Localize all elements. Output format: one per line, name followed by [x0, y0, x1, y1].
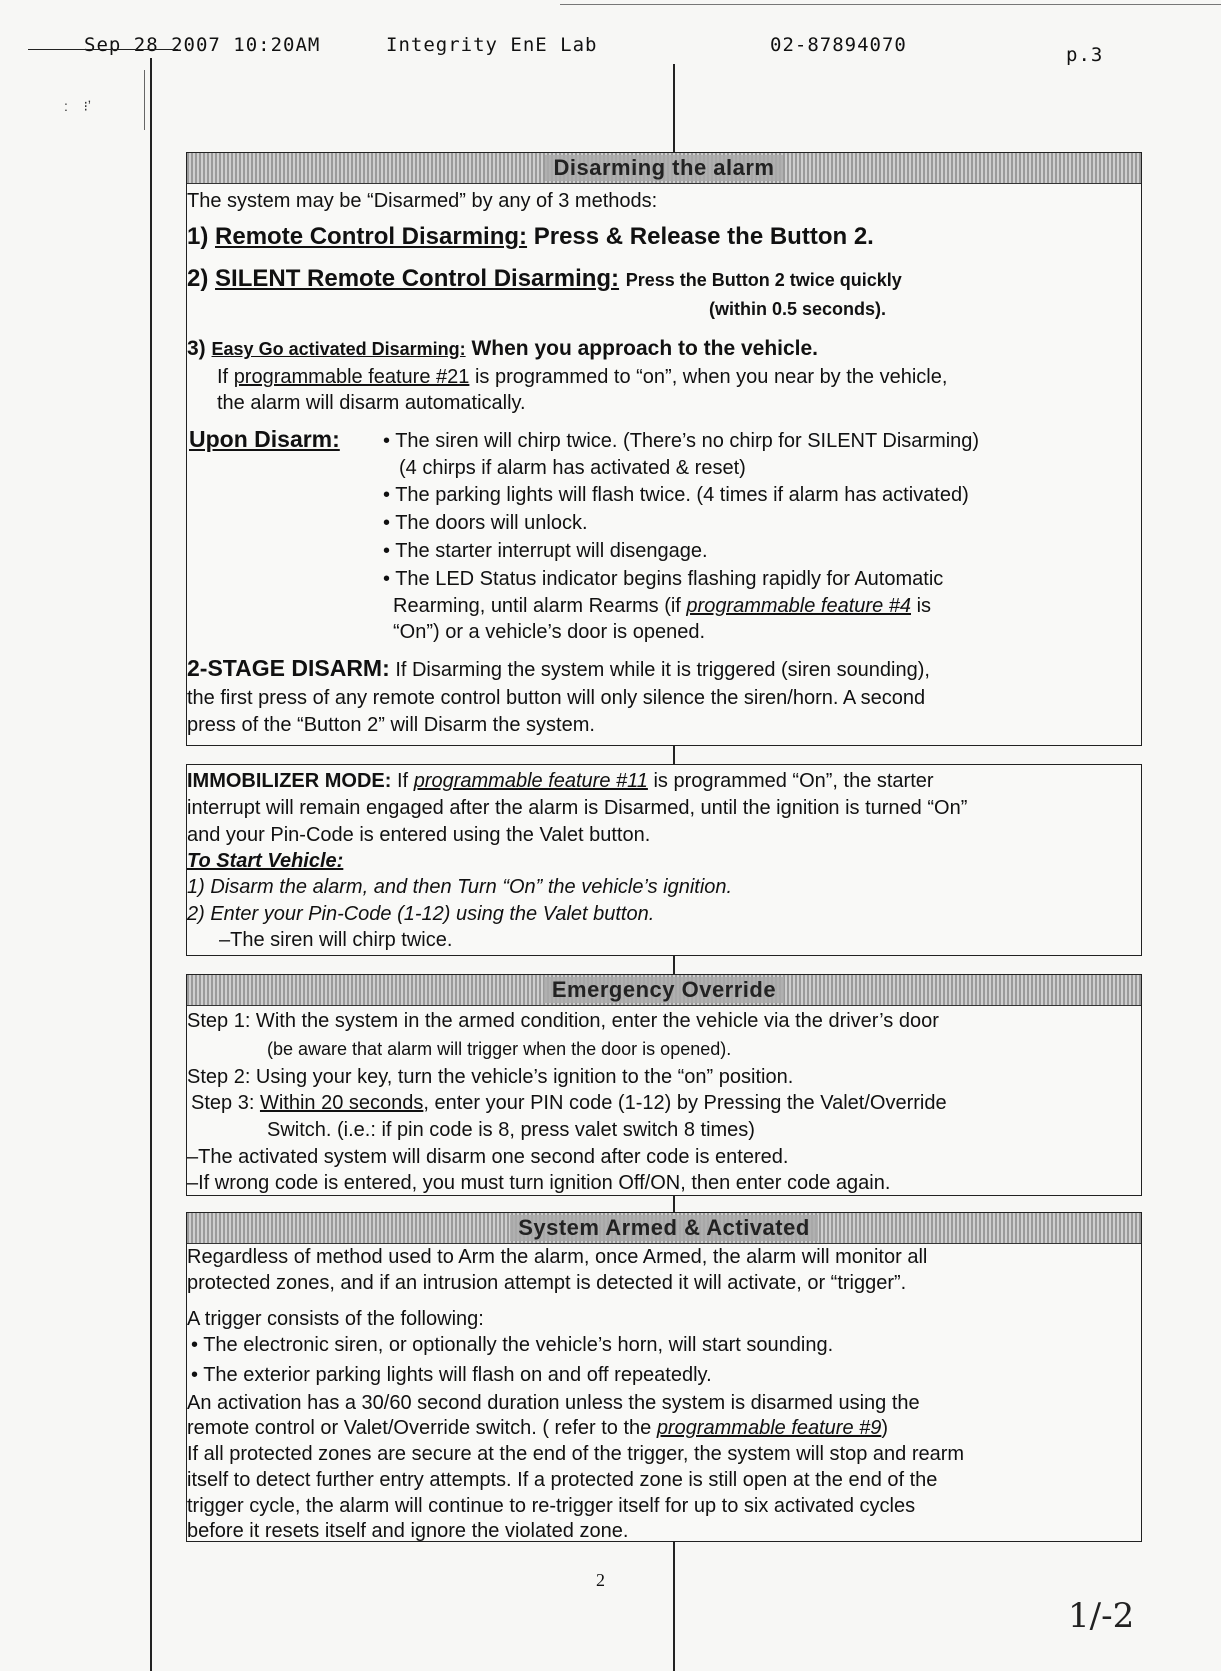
- method-1-label: Remote Control Disarming:: [215, 223, 528, 250]
- two-stage-line-3: press of the “Button 2” will Disarm the system.: [187, 714, 595, 736]
- emergency-note-2: –If wrong code is entered, you must turn ignition Off/ON, then enter code again.: [187, 1172, 891, 1194]
- upon-disarm-5b: [393, 594, 931, 618]
- two-stage-label: 2-STAGE DISARM:: [187, 655, 390, 681]
- armed-bullet-2: • The exterior parking lights will flash on and off repeatedly.: [191, 1364, 712, 1386]
- scan-line-left-short: [144, 70, 145, 130]
- method-2-label: SILENT Remote Control Disarming:: [215, 265, 620, 292]
- disarming-intro: The system may be “Disarmed” by any of 3 methods:: [187, 190, 658, 212]
- method-2-text: Press the Button 2 twice quickly: [625, 270, 902, 290]
- page-number: 2: [596, 1570, 605, 1590]
- upon-disarm-5c: “On”) or a vehicle’s door is opened.: [393, 621, 706, 643]
- fax-header: [0, 34, 1221, 64]
- emergency-step-2: Step 2: Using your key, turn the vehicle’s ignition to the “on” position.: [187, 1066, 794, 1088]
- emergency-note-1: –The activated system will disarm one second after code is entered.: [187, 1146, 789, 1168]
- immobilizer-panel: [186, 764, 1142, 956]
- two-stage-line-1: [187, 656, 930, 682]
- armed-p2: protected zones, and if an intrusion attempt is detected it will activate, or “trigger”.: [187, 1272, 907, 1294]
- emergency-panel: [186, 974, 1142, 1196]
- armed-panel: [186, 1212, 1142, 1542]
- armed-p8: trigger cycle, the alarm will continue to re-trigger itself for up to six activated cycles: [187, 1495, 916, 1517]
- method-3-detail-2: the alarm will disarm automatically.: [217, 392, 526, 414]
- disarming-title-bar: [187, 153, 1141, 184]
- upon-disarm-1: • The siren will chirp twice. (There’s no chirp for SILENT Disarming): [383, 430, 980, 452]
- feature-21-ref: programmable feature #21: [233, 366, 470, 388]
- to-start-label: To Start Vehicle:: [187, 850, 344, 872]
- upon-disarm-5b-post: is: [916, 595, 932, 617]
- method-1-num: 1): [187, 223, 209, 250]
- immobilizer-line-2: interrupt will remain engaged after the alarm is Disarmed, until the ignition is turned “On”: [187, 797, 968, 819]
- armed-p7: itself to detect further entry attempts. If a protected zone is still open at the end of the: [187, 1469, 938, 1491]
- armed-p5-post: ): [881, 1417, 889, 1439]
- emergency-step-1b: (be aware that alarm will trigger when the door is opened).: [267, 1039, 732, 1059]
- disarming-panel: [186, 152, 1142, 746]
- immobilizer-line-1-pre: If: [397, 770, 409, 792]
- emergency-step-3b: Switch. (i.e.: if pin code is 8, press valet switch 8 times): [267, 1119, 755, 1141]
- fax-page: p.3: [1066, 44, 1104, 66]
- armed-p5: [187, 1416, 888, 1440]
- armed-p3: A trigger consists of the following:: [187, 1308, 484, 1330]
- start-step-2: 2) Enter your Pin-Code (1-12) using the Valet button.: [187, 903, 655, 925]
- fax-sender: Integrity EnE Lab: [386, 34, 598, 56]
- feature-4-ref: programmable feature #4: [686, 595, 911, 617]
- armed-p9: before it resets itself and ignore the violated zone.: [187, 1520, 629, 1542]
- method-1-text: Press & Release the Button 2.: [533, 223, 874, 250]
- upon-disarm-1b: (4 chirps if alarm has activated & reset): [399, 457, 746, 479]
- emergency-step-3-post: , enter your PIN code (1-12) by Pressing the Valet/Override: [423, 1092, 947, 1114]
- upon-disarm-label: Upon Disarm:: [189, 426, 340, 452]
- armed-p4: An activation has a 30/60 second duration unless the system is disarmed using the: [187, 1392, 920, 1414]
- emergency-title-bar: [187, 975, 1141, 1006]
- upon-disarm-3: • The doors will unlock.: [383, 512, 588, 534]
- scan-specks: : ⁝ʼ: [64, 98, 92, 114]
- two-stage-line-2: the first press of any remote control button will only silence the siren/horn. A second: [187, 687, 926, 709]
- method-2-text-2: (within 0.5 seconds).: [709, 299, 887, 319]
- emergency-title: Emergency Override: [544, 977, 784, 1003]
- armed-title: System Armed & Activated: [510, 1215, 818, 1241]
- method-3-detail: [217, 365, 947, 389]
- upon-disarm-2: • The parking lights will flash twice. (4 times if alarm has activated): [383, 484, 969, 506]
- method-2: [187, 267, 902, 292]
- header-rule: [28, 49, 178, 50]
- immobilizer-line-1: [187, 769, 934, 793]
- method-2-num: 2): [187, 265, 209, 292]
- method-3-label: Easy Go activated Disarming:: [211, 339, 466, 359]
- method-3-num: 3): [187, 337, 206, 360]
- emergency-step-3-pre: Step 3:: [191, 1092, 255, 1114]
- immobilizer-line-1-post: is programmed “On”, the starter: [653, 770, 934, 792]
- method-3-detail-pre: If: [217, 366, 229, 388]
- emergency-step-3: [191, 1091, 947, 1115]
- handwritten-note: 1/-2: [1068, 1596, 1135, 1636]
- upon-disarm-4: • The starter interrupt will disengage.: [383, 540, 708, 562]
- armed-bullet-1: • The electronic siren, or optionally the vehicle’s horn, will start sounding.: [191, 1334, 834, 1356]
- start-step-3: –The siren will chirp twice.: [219, 929, 453, 951]
- feature-9-ref: programmable feature #9: [656, 1417, 882, 1439]
- immobilizer-line-3: and your Pin-Code is entered using the Valet button.: [187, 824, 651, 846]
- upon-disarm-5: • The LED Status indicator begins flashing rapidly for Automatic: [383, 568, 944, 590]
- armed-p1: Regardless of method used to Arm the alarm, once Armed, the alarm will monitor all: [187, 1246, 928, 1268]
- method-3-text: When you approach to the vehicle.: [471, 337, 819, 360]
- disarming-title: Disarming the alarm: [545, 155, 782, 181]
- header-rule-right: [560, 4, 1221, 5]
- method-1: [187, 225, 874, 249]
- armed-p5-pre: remote control or Valet/Override switch. ( refer to the: [187, 1417, 652, 1439]
- start-step-1: 1) Disarm the alarm, and then Turn “On” the vehicle’s ignition.: [187, 876, 733, 898]
- fax-phone: 02-87894070: [770, 34, 907, 56]
- armed-p6: If all protected zones are secure at the end of the trigger, the system will stop and rearm: [187, 1443, 965, 1465]
- upon-disarm-5b-pre: Rearming, until alarm Rearms (if: [393, 595, 681, 617]
- fax-datetime: Sep 28 2007 10:20AM: [84, 34, 321, 56]
- scan-line-left: [150, 58, 152, 1671]
- method-3-detail-post: is programmed to “on”, when you near by the vehicle,: [474, 366, 948, 388]
- armed-title-bar: [187, 1213, 1141, 1244]
- within-20-seconds: Within 20 seconds: [259, 1092, 424, 1114]
- method-3: [187, 337, 818, 361]
- two-stage-text-1: If Disarming the system while it is triggered (siren sounding),: [395, 659, 930, 681]
- feature-11-ref: programmable feature #11: [413, 770, 648, 792]
- immobilizer-label: IMMOBILIZER MODE:: [187, 770, 392, 792]
- emergency-step-1: Step 1: With the system in the armed condition, enter the vehicle via the driver’s door: [187, 1010, 939, 1032]
